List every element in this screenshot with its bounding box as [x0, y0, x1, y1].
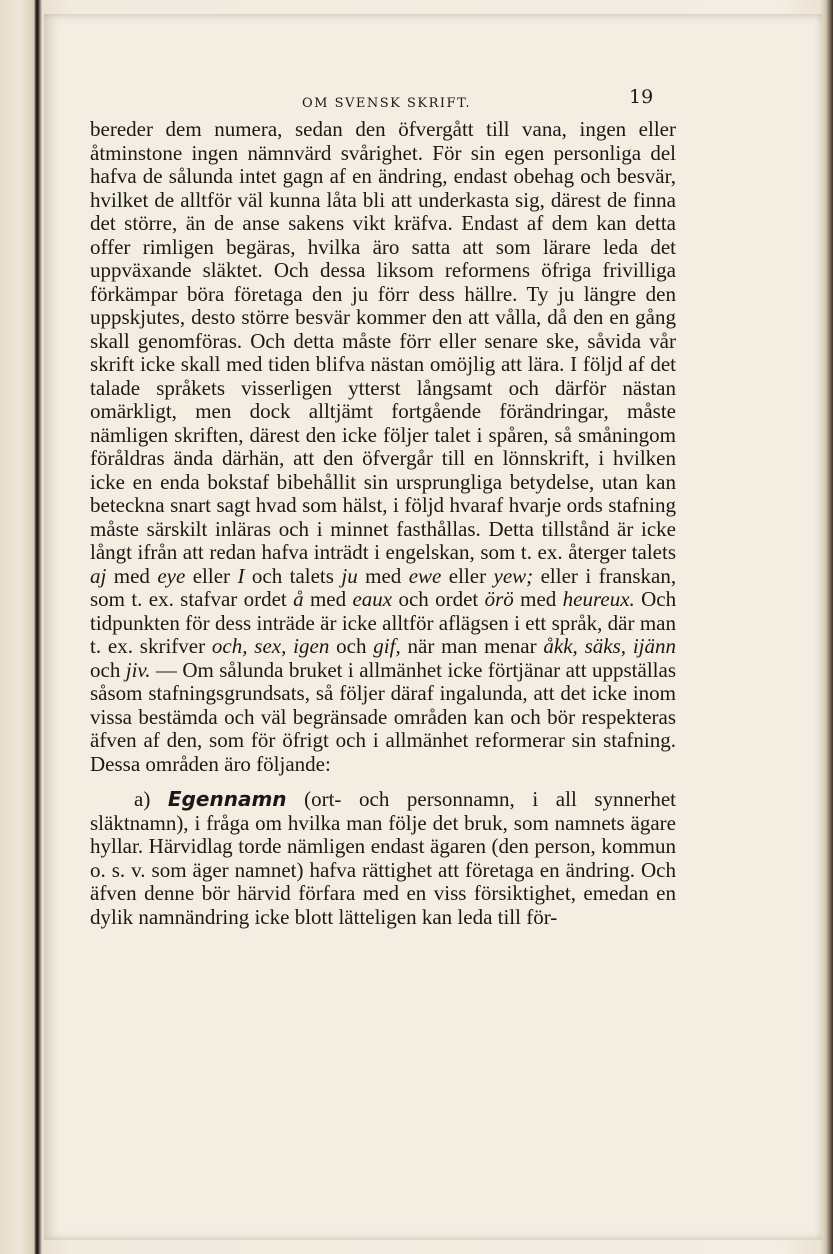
paragraph-1-text: med — [113, 563, 150, 588]
example-word: jiv. — [125, 657, 151, 682]
paragraph-1-text: och — [90, 657, 121, 682]
paragraph-2 — [90, 788, 676, 929]
list-marker: a) — [134, 787, 151, 811]
paragraph-1-text: med — [309, 587, 347, 611]
paragraph-1-text: och talets — [251, 563, 334, 588]
example-word: åkk, säks, ijänn — [543, 634, 676, 658]
page-body — [90, 118, 676, 929]
paragraph-1-text: eller i franskan, som t. ex. stafvar ordet — [90, 563, 677, 611]
example-word: ewe — [408, 563, 442, 588]
page-number: 19 — [629, 86, 654, 108]
paragraph-1 — [90, 118, 676, 776]
previous-page-edge — [0, 0, 36, 1254]
example-word: eye — [157, 563, 186, 588]
paragraph-1-text: och — [336, 634, 367, 658]
example-word: å — [293, 587, 304, 611]
example-word: heureux. — [562, 587, 635, 611]
paragraph-1-text: bereder dem numera, sedan den öfvergått till vana, ingen eller åtminstone ingen nämnvärd svårighet. För sin egen personliga del hafva de sålunda intet gagn af en ändring, endast obehag och besvär, hvilket de alltför väl kunna låta bli att underkasta sig, därest de finna det större, än de anse sakens vikt kräfva. Endast af dem kan detta offer rimligen begäras, hvilka äro satta att som lärare leda det uppväxande släktet. Och dessa liksom reformens öfriga frivilliga förkämpar böra företaga den ju förr dess hällre. Ty ju längre den uppskjutes, desto större besvär kommer den att vålla, då den en gång skall genomföras. Och detta måste förr eller senare ske, såvida vår skrift icke skall med tiden blifva nästan omöjlig att lära. I följd af det talade språkets visserligen ytterst långsamt och därför nästan omärkligt, men dock alltjämt fortgående förändringar, måste nämligen skriften, därest den icke följer talet i spåren, så småningom föråldras ända därhän, att den öfvergår till en lönnskrift, i hvilken icke en enda bokstaf bibehållit sin ursprungliga betydelse, utan kan beteckna snart sagt hvad som hälst, i följd hvaraf hvarje ords stafning måste särskilt inläras och i minnet fasthållas. Detta tillstånd är icke långt ifrån att redan hafva inträdt i engelskan, som t. ex. återger talets — [90, 117, 676, 564]
example-word: örö — [484, 587, 514, 611]
example-word: yew; — [493, 563, 534, 588]
paragraph-1-text: och ordet — [398, 587, 479, 611]
paragraph-1-text: eller — [448, 563, 487, 588]
paragraph-1-text: när man menar — [407, 634, 537, 658]
example-word: eaux — [352, 587, 393, 611]
paragraph-1-text: — Om sålunda bruket i allmänhet icke förtjänar att uppställas såsom stafningsgrundsats, så följer däraf ingalunda, att det icke inom vissa bestämda och väl begränsade områden kan och bör respekteras äfven af den, som för öfrigt och i allmänhet reformerar sin stafning. Dessa områden äro följande: — [90, 657, 676, 776]
paragraph-1-text: med — [365, 563, 402, 588]
section-heading: Egennamn — [167, 787, 287, 811]
example-word: aj — [90, 563, 107, 588]
paragraph-1-text: med — [520, 587, 557, 611]
paragraph-1-text: Och tidpunkten för dess inträde är icke alltför aflägsen i ett språk, där man t. ex. skrifver — [90, 587, 677, 658]
book-page — [44, 14, 822, 1240]
example-word: gif, — [373, 634, 401, 658]
example-word: ju — [341, 563, 358, 588]
example-word: I — [237, 563, 245, 588]
paragraph-1-text: eller — [192, 563, 231, 588]
example-word: och, sex, igen — [211, 634, 330, 658]
running-head: OM SVENSK SKRIFT. — [302, 96, 471, 111]
paragraph-2-text: (ort- och personnamn, i all synnerhet släktnamn), i fråga om hvilka man följe det bruk, som namnets ägare hyllar. Härvidlag torde nämligen endast ägaren (den person, kommun o. s. v. som äger namnet) hafva rättighet att företaga en ändring. Och äfven denne bör härvid förfara med en viss försiktighet, emedan en dylik namnändring icke blott lätteligen kan leda till för- — [90, 787, 677, 929]
